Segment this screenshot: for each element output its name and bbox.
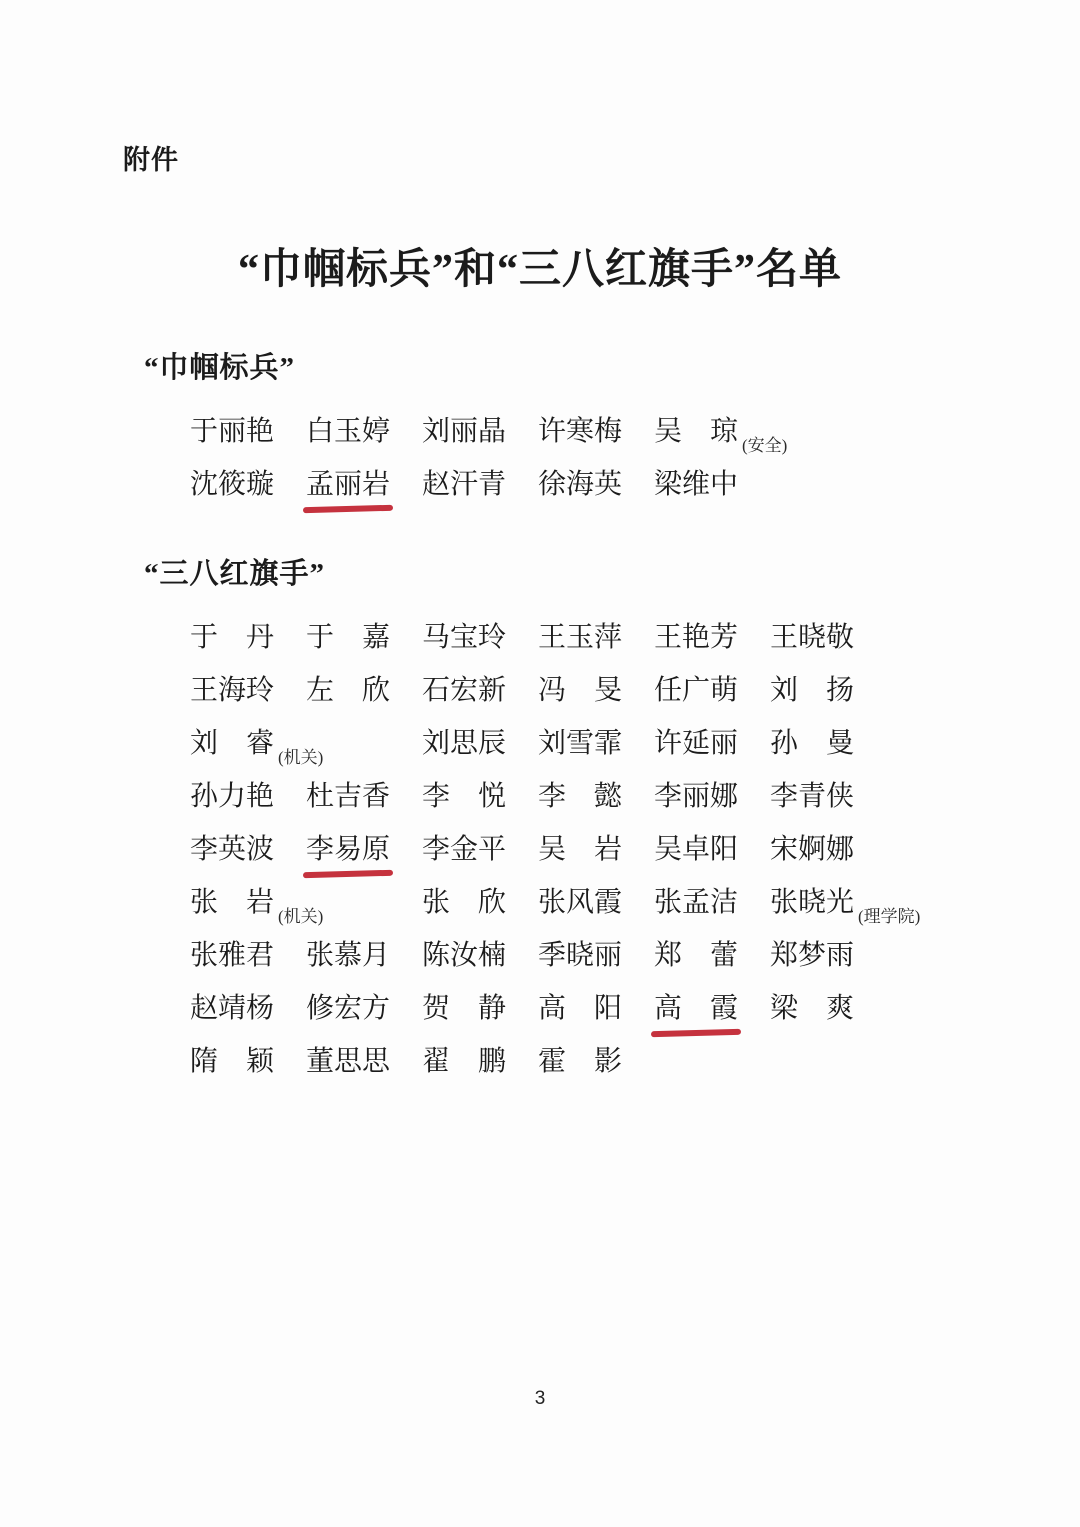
honoree-name-text: 李悦 bbox=[422, 781, 506, 812]
honoree-name bbox=[190, 412, 274, 452]
honoree-name bbox=[190, 618, 274, 658]
honoree-name bbox=[538, 412, 622, 452]
honoree-name bbox=[538, 671, 622, 711]
honoree-name bbox=[306, 412, 390, 452]
honoree-name bbox=[306, 936, 390, 976]
award-section bbox=[0, 554, 1080, 1095]
honoree-name bbox=[770, 618, 854, 658]
honoree-name bbox=[538, 1042, 622, 1082]
honoree-name bbox=[770, 883, 921, 926]
honoree-name-text: 李丽娜 bbox=[654, 781, 739, 812]
honoree-name-text: 宋婀娜 bbox=[770, 834, 855, 865]
honoree-name-text: 吴琼 bbox=[654, 416, 738, 447]
honoree-name-text: 赵汗青 bbox=[422, 469, 507, 500]
honoree-name bbox=[654, 671, 738, 711]
honoree-name bbox=[538, 777, 622, 817]
honoree-name bbox=[654, 989, 738, 1029]
name-row bbox=[190, 883, 1080, 936]
honoree-name-text: 马宝玲 bbox=[422, 622, 507, 653]
section-heading: “三八红旗手” bbox=[144, 558, 326, 590]
honoree-name bbox=[190, 1042, 274, 1082]
honoree-name bbox=[770, 936, 854, 976]
document-title: “巾帼标兵”和“三八红旗手”名单 bbox=[237, 247, 842, 293]
honoree-name bbox=[190, 883, 324, 926]
honoree-name bbox=[654, 830, 738, 870]
honoree-name-text: 孙曼 bbox=[770, 728, 854, 759]
honoree-name bbox=[538, 618, 622, 658]
honoree-name-text: 沈筱璇 bbox=[190, 469, 275, 500]
honoree-name bbox=[654, 412, 788, 455]
honoree-name bbox=[190, 936, 274, 976]
honoree-name bbox=[654, 724, 738, 764]
honoree-name bbox=[422, 671, 506, 711]
honoree-name-text: 张欣 bbox=[422, 887, 506, 918]
name-row bbox=[190, 465, 1080, 518]
honoree-name bbox=[654, 936, 738, 976]
honoree-name-text: 王艳芳 bbox=[654, 622, 739, 653]
honoree-name bbox=[422, 618, 506, 658]
name-row bbox=[190, 618, 1080, 671]
attachment-label: 附件 bbox=[123, 145, 179, 175]
honoree-name-text: 于丹 bbox=[190, 622, 274, 653]
honoree-name bbox=[422, 830, 506, 870]
honoree-name-text: 杜吉香 bbox=[306, 781, 391, 812]
award-section bbox=[0, 348, 1080, 518]
honoree-name-text: 孙力艳 bbox=[190, 781, 275, 812]
honoree-unit-note: (理学院) bbox=[858, 907, 921, 926]
honoree-name bbox=[422, 1042, 506, 1082]
honoree-name-text: 张风霞 bbox=[538, 887, 623, 918]
name-row bbox=[190, 989, 1080, 1042]
honoree-name-text: 张慕月 bbox=[306, 940, 391, 971]
honoree-name-text: 王玉萍 bbox=[538, 622, 623, 653]
honoree-name bbox=[770, 989, 854, 1029]
honoree-name-text: 张孟洁 bbox=[654, 887, 739, 918]
honoree-name-text: 赵靖杨 bbox=[190, 993, 275, 1024]
honoree-name bbox=[654, 883, 738, 923]
honoree-name bbox=[654, 777, 738, 817]
name-row bbox=[190, 724, 1080, 777]
honoree-name bbox=[538, 465, 622, 505]
honoree-name-text: 刘睿 bbox=[190, 728, 274, 759]
honoree-name-text: 吴岩 bbox=[538, 834, 622, 865]
honoree-name-text: 于丽艳 bbox=[190, 416, 275, 447]
name-row bbox=[190, 671, 1080, 724]
honoree-name-text: 许延丽 bbox=[654, 728, 739, 759]
honoree-name-text: 李懿 bbox=[538, 781, 622, 812]
name-row bbox=[190, 830, 1080, 883]
honoree-name-text: 李易原 bbox=[306, 834, 391, 865]
honoree-name-text: 左欣 bbox=[306, 675, 390, 706]
honoree-name bbox=[538, 724, 622, 764]
honoree-name-text: 翟鹏 bbox=[422, 1046, 506, 1077]
honoree-name bbox=[538, 989, 622, 1029]
honoree-name-text: 郑蕾 bbox=[654, 940, 738, 971]
honoree-name bbox=[306, 671, 390, 711]
honoree-name-text: 徐海英 bbox=[538, 469, 623, 500]
honoree-name-text: 梁维中 bbox=[654, 469, 739, 500]
honoree-name bbox=[306, 618, 390, 658]
honoree-unit-note: (安全) bbox=[742, 436, 788, 455]
red-underline-mark bbox=[303, 870, 393, 879]
honoree-name-text: 修宏方 bbox=[306, 993, 391, 1024]
honoree-name bbox=[538, 936, 622, 976]
honoree-name bbox=[190, 671, 274, 711]
honoree-name-text: 白玉婷 bbox=[306, 416, 391, 447]
honoree-name-text: 刘扬 bbox=[770, 675, 854, 706]
page-number: 3 bbox=[534, 1388, 546, 1409]
empty-cell bbox=[306, 883, 390, 923]
honoree-name-text: 王海玲 bbox=[190, 675, 275, 706]
honoree-name-text: 梁爽 bbox=[770, 993, 854, 1024]
honoree-name-text: 王晓敬 bbox=[770, 622, 855, 653]
honoree-name-text: 刘雪霏 bbox=[538, 728, 623, 759]
honoree-name bbox=[538, 883, 622, 923]
honoree-name bbox=[306, 830, 390, 870]
honoree-name bbox=[422, 412, 506, 452]
honoree-name bbox=[770, 830, 854, 870]
award-sections bbox=[0, 348, 1080, 1095]
honoree-name-text: 冯旻 bbox=[538, 675, 622, 706]
honoree-name bbox=[306, 777, 390, 817]
name-row bbox=[190, 412, 1080, 465]
red-underline-mark bbox=[303, 505, 393, 514]
honoree-name-text: 陈汝楠 bbox=[422, 940, 507, 971]
honoree-name-text: 刘丽晶 bbox=[422, 416, 507, 447]
honoree-name bbox=[306, 1042, 390, 1082]
honoree-name bbox=[654, 618, 738, 658]
honoree-name bbox=[770, 777, 854, 817]
honoree-name-text: 刘思辰 bbox=[422, 728, 507, 759]
honoree-name-text: 李英波 bbox=[190, 834, 275, 865]
honoree-name-text: 霍影 bbox=[538, 1046, 622, 1077]
honoree-unit-note: (机关) bbox=[278, 907, 324, 926]
honoree-name bbox=[306, 989, 390, 1029]
name-row bbox=[190, 1042, 1080, 1095]
honoree-name bbox=[654, 465, 738, 505]
honoree-name-text: 李金平 bbox=[422, 834, 507, 865]
honoree-name bbox=[538, 830, 622, 870]
name-row bbox=[190, 777, 1080, 830]
honoree-unit-note: (机关) bbox=[278, 748, 324, 767]
honoree-name-text: 隋颖 bbox=[190, 1046, 274, 1077]
honoree-name-text: 于嘉 bbox=[306, 622, 390, 653]
honoree-name-text: 张雅君 bbox=[190, 940, 275, 971]
honoree-name bbox=[770, 671, 854, 711]
honoree-name-text: 贺静 bbox=[422, 993, 506, 1024]
honoree-name bbox=[190, 777, 274, 817]
red-underline-mark bbox=[651, 1029, 741, 1038]
honoree-name-text: 李青侠 bbox=[770, 781, 855, 812]
honoree-name-text: 许寒梅 bbox=[538, 416, 623, 447]
honoree-name bbox=[306, 465, 390, 505]
honoree-name-text: 董思思 bbox=[306, 1046, 391, 1077]
honoree-name bbox=[190, 989, 274, 1029]
honoree-name-text: 高阳 bbox=[538, 993, 622, 1024]
honoree-name-text: 季晓丽 bbox=[538, 940, 623, 971]
honoree-name bbox=[422, 724, 506, 764]
honoree-name bbox=[422, 883, 506, 923]
honoree-name-text: 郑梦雨 bbox=[770, 940, 855, 971]
honoree-name bbox=[422, 777, 506, 817]
honoree-name-text: 任广萌 bbox=[654, 675, 739, 706]
honoree-name-text: 张岩 bbox=[190, 887, 274, 918]
honoree-name bbox=[422, 989, 506, 1029]
honoree-name-text: 张晓光 bbox=[770, 887, 855, 918]
honoree-name bbox=[422, 936, 506, 976]
section-heading: “巾帼标兵” bbox=[144, 352, 296, 384]
honoree-name-text: 高霞 bbox=[654, 993, 738, 1024]
honoree-name bbox=[190, 830, 274, 870]
honoree-name bbox=[422, 465, 506, 505]
honoree-name-text: 石宏新 bbox=[422, 675, 507, 706]
honoree-name bbox=[190, 465, 274, 505]
name-row bbox=[190, 936, 1080, 989]
honoree-name-text: 孟丽岩 bbox=[306, 469, 391, 500]
empty-cell bbox=[306, 724, 390, 764]
honoree-name bbox=[190, 724, 324, 767]
honoree-name-text: 吴卓阳 bbox=[654, 834, 739, 865]
honoree-name bbox=[770, 724, 854, 764]
